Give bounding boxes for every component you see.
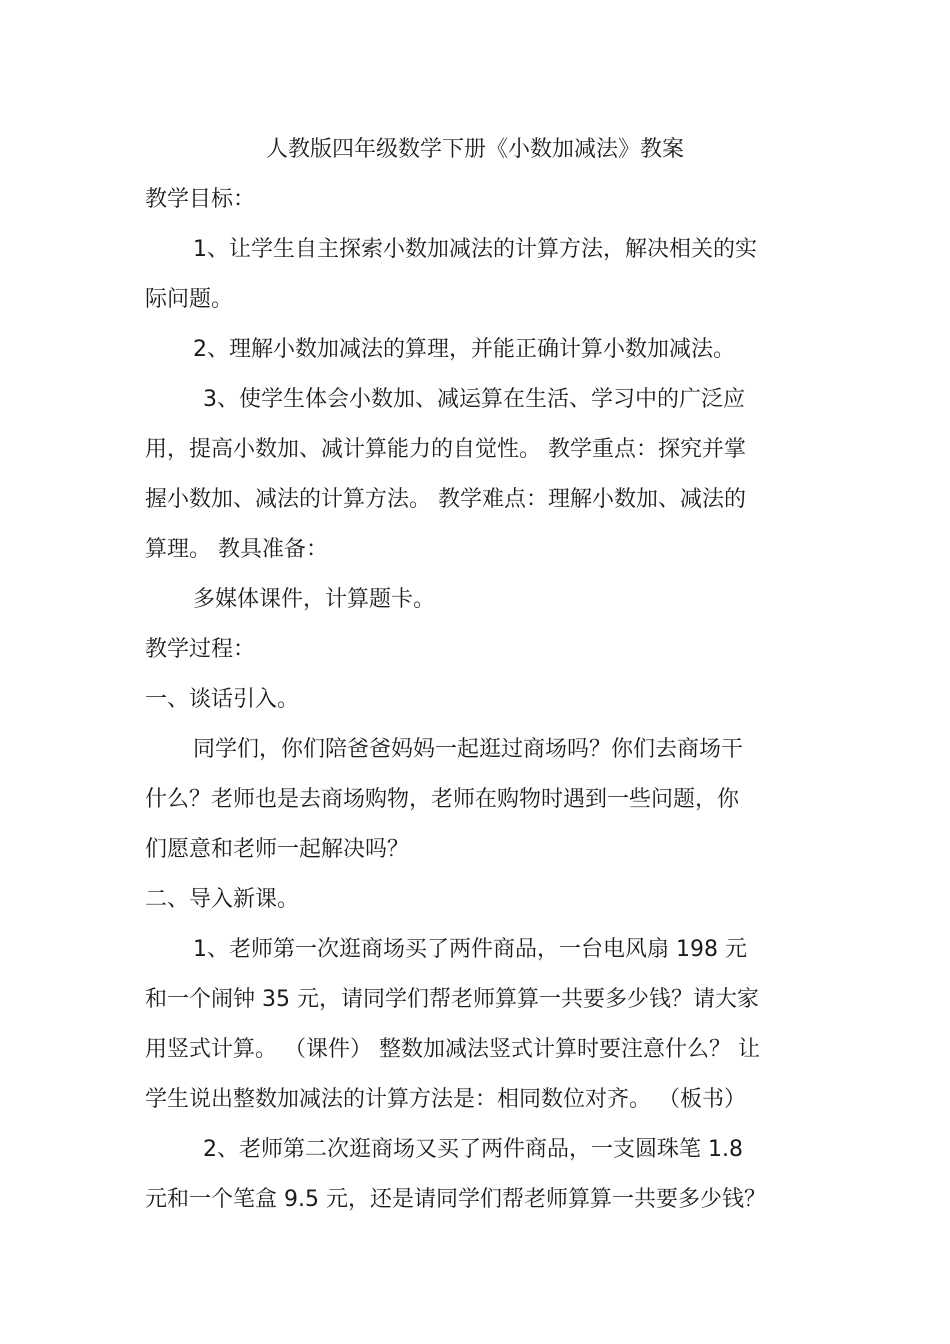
new-lesson-2-line-2: 元和一个笔盒 9.5 元，还是请同学们帮老师算算一共要多少钱？ <box>145 1187 766 1212</box>
objective-3-line-1: 3、使学生体会小数加、减运算在生活、学习中的广泛应 <box>203 387 745 412</box>
intro-paragraph-line-3: 们愿意和老师一起解决吗？ <box>145 837 410 862</box>
objective-1-line-2: 际问题。 <box>145 287 234 312</box>
document-title: 人教版四年级数学下册《小数加减法》教案 <box>265 137 684 162</box>
objective-2: 2、理解小数加减法的算理，并能正确计算小数加减法。 <box>193 337 735 362</box>
section-heading-intro: 一、谈话引入。 <box>145 687 300 712</box>
section-heading-process: 教学过程： <box>145 637 256 662</box>
section-heading-new-lesson: 二、导入新课。 <box>145 887 300 912</box>
new-lesson-1-line-2: 和一个闹钟 35 元，请同学们帮老师算算一共要多少钱？请大家 <box>145 987 759 1012</box>
new-lesson-1-line-4: 学生说出整数加减法的计算方法是：相同数位对齐。 （板书） <box>145 1087 746 1112</box>
objective-3-line-2: 用，提高小数加、减计算能力的自觉性。 教学重点：探究并掌 <box>145 437 746 462</box>
new-lesson-1-line-1: 1、老师第一次逛商场买了两件商品，一台电风扇 198 元 <box>193 937 747 962</box>
new-lesson-1-line-3: 用竖式计算。 （课件） 整数加减法竖式计算时要注意什么？ 让 <box>145 1037 760 1062</box>
objective-1-line-1: 1、让学生自主探索小数加减法的计算方法，解决相关的实 <box>193 237 757 262</box>
section-heading-objectives: 教学目标： <box>145 187 256 212</box>
difficulty-line: 算理。 教具准备： <box>145 537 328 562</box>
materials-line: 多媒体课件，计算题卡。 <box>193 587 436 612</box>
new-lesson-2-line-1: 2、老师第二次逛商场又买了两件商品，一支圆珠笔 1.8 <box>203 1137 743 1162</box>
intro-paragraph-line-1: 同学们，你们陪爸爸妈妈一起逛过商场吗？你们去商场干 <box>193 737 744 762</box>
intro-paragraph-line-2: 什么？老师也是去商场购物，老师在购物时遇到一些问题，你 <box>145 787 740 812</box>
key-points-line: 握小数加、减法的计算方法。 教学难点：理解小数加、减法的 <box>145 487 746 512</box>
